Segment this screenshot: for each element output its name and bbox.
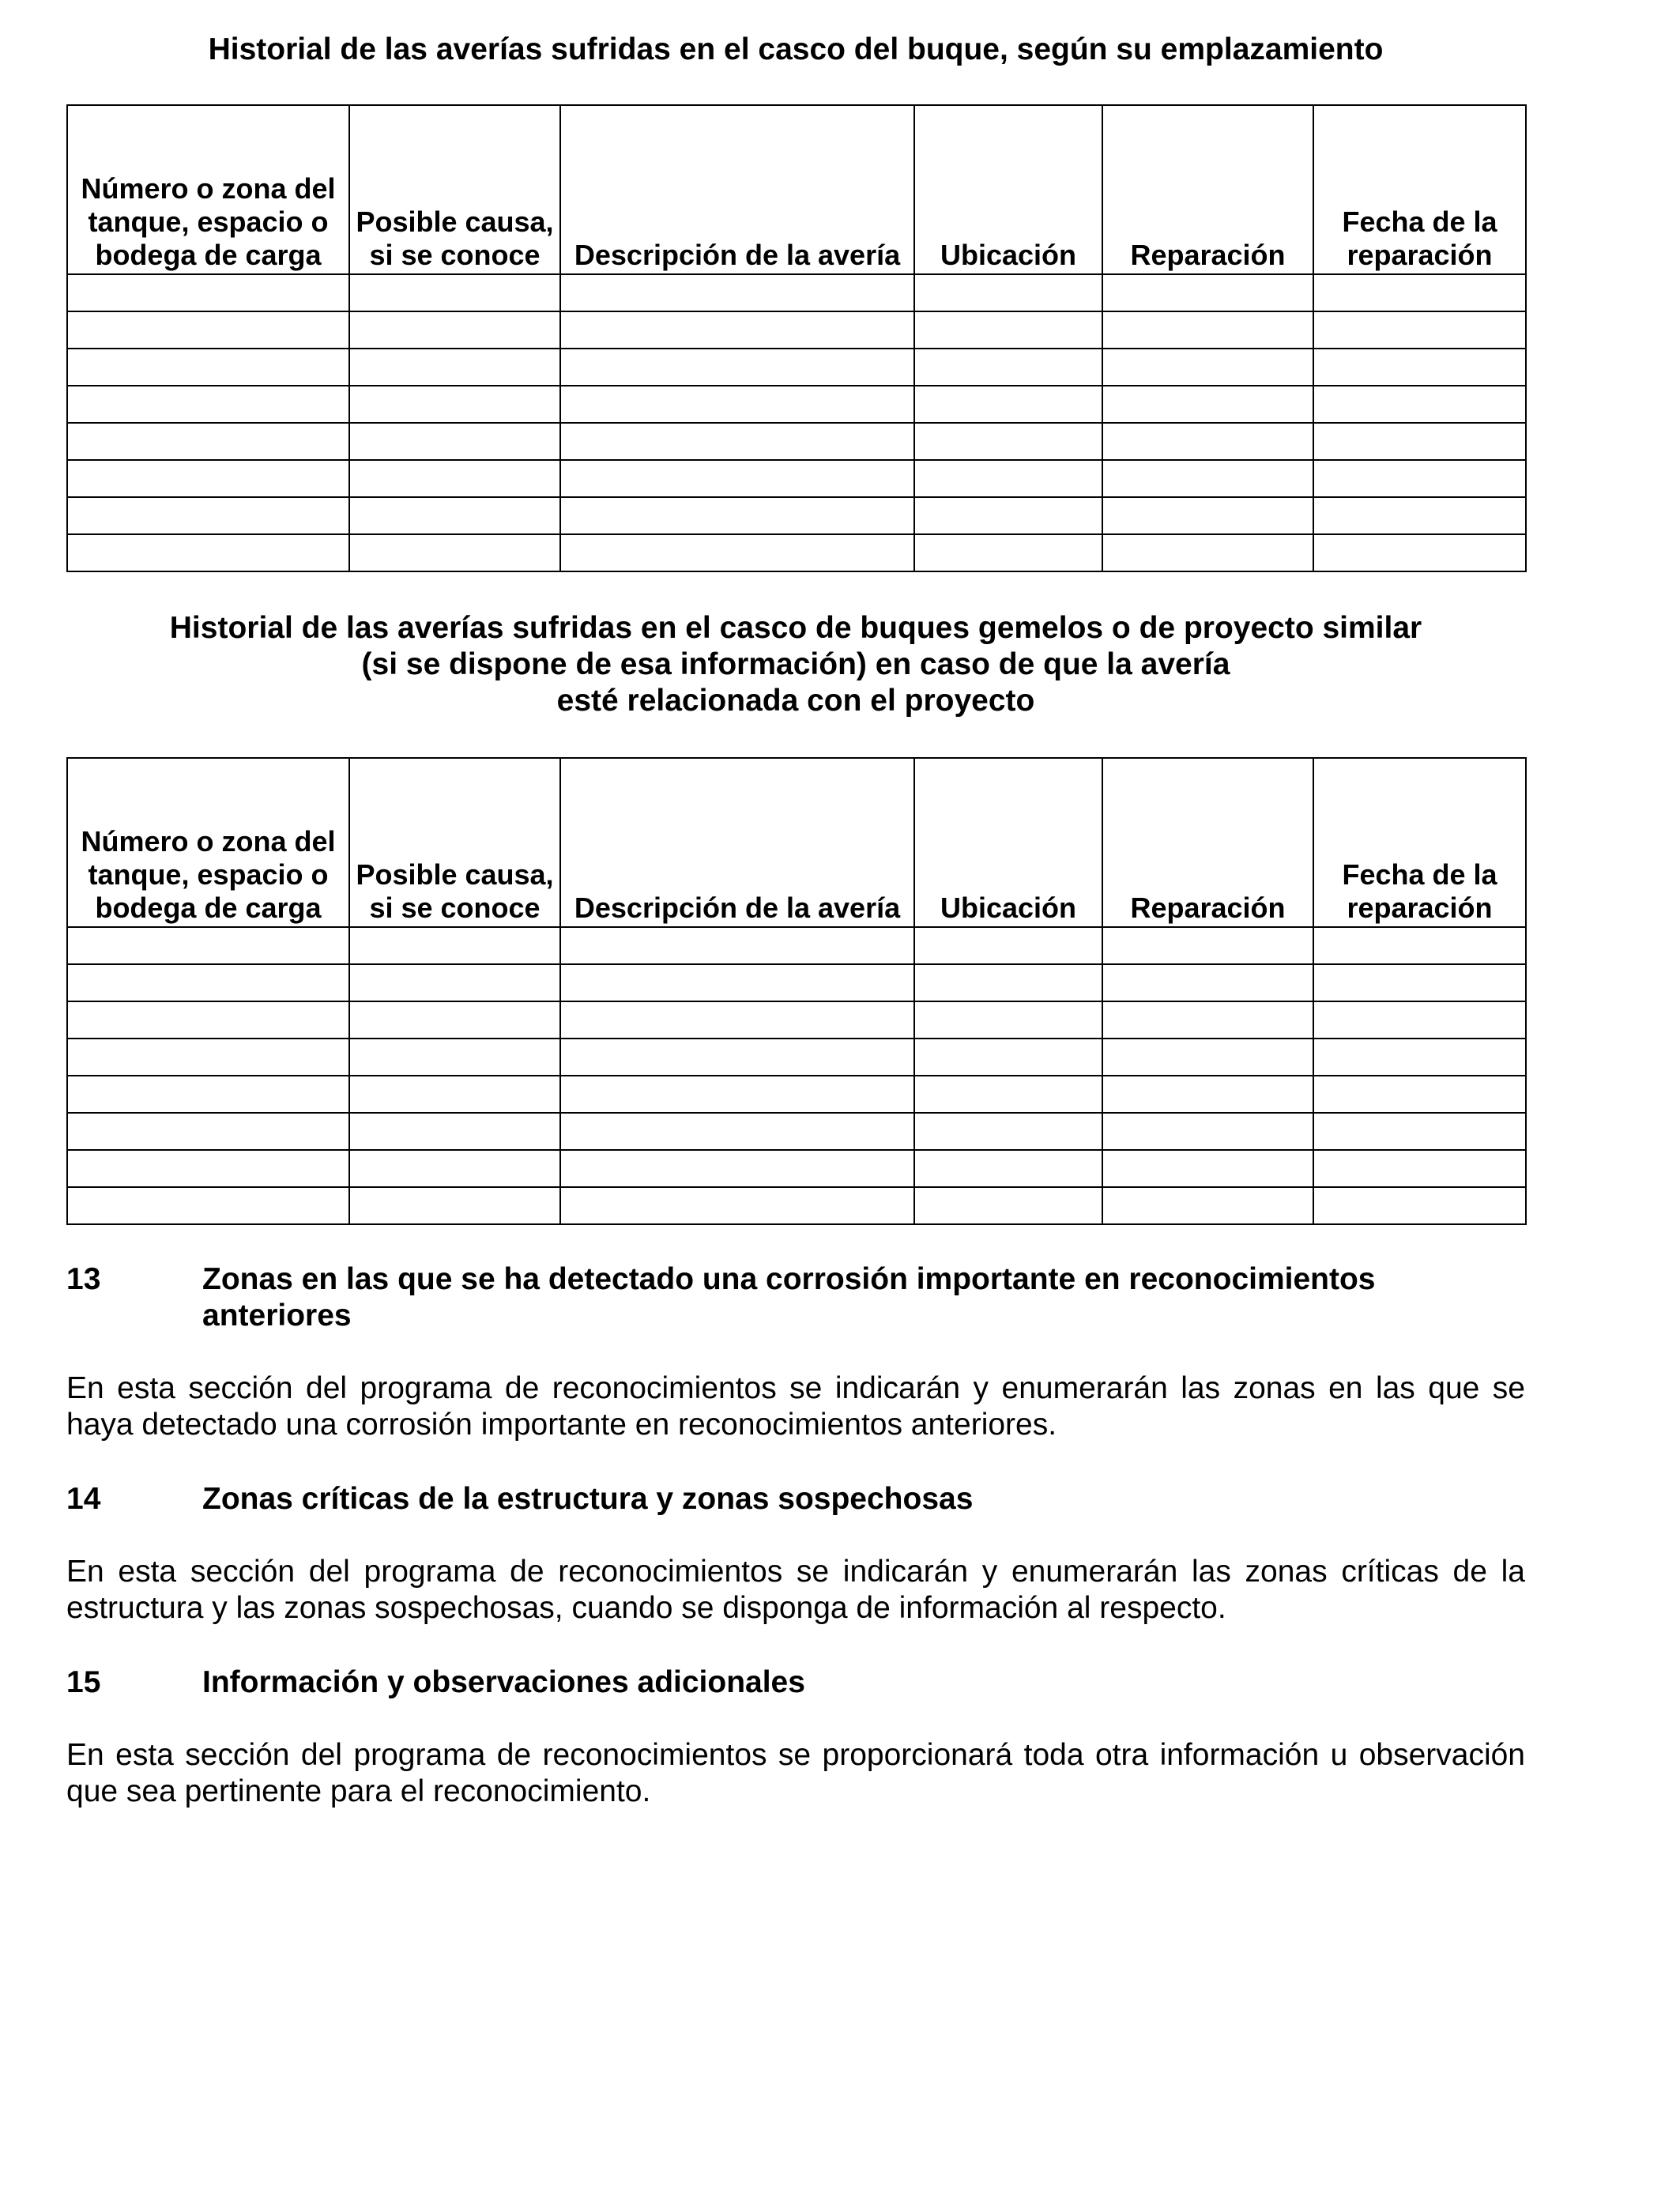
table-row — [67, 1187, 1526, 1224]
table-cell[interactable] — [560, 1076, 914, 1113]
table-cell[interactable] — [914, 423, 1102, 460]
table-cell[interactable] — [1313, 349, 1526, 386]
table-cell[interactable] — [349, 964, 560, 1001]
section-body: En esta sección del programa de reconocimientos se indicarán y enumerarán las zonas en las que se haya detectado una corrosión importante en reconocimientos anteriores. — [66, 1371, 1525, 1442]
table-row — [67, 274, 1526, 311]
column-header-repair: Reparación — [1102, 758, 1313, 927]
column-header-tank: Número o zona del tanque, espacio o bodega de carga — [67, 105, 349, 274]
column-header-repair-date: Fecha de la reparación — [1313, 758, 1526, 927]
table-cell[interactable] — [560, 274, 914, 311]
section-number: 13 — [66, 1262, 101, 1296]
sister-ship-damage-table — [66, 757, 1527, 1225]
table-row — [67, 1039, 1526, 1076]
table-cell[interactable] — [349, 534, 560, 571]
table-cell[interactable] — [67, 1113, 349, 1150]
table-cell[interactable] — [560, 1113, 914, 1150]
column-header-tank: Número o zona del tanque, espacio o bodega de carga — [67, 758, 349, 927]
table-cell[interactable] — [914, 964, 1102, 1001]
section-13 — [66, 1261, 1525, 1474]
table-cell[interactable] — [349, 349, 560, 386]
table-cell[interactable] — [1313, 1076, 1526, 1113]
table-cell[interactable] — [1102, 1187, 1313, 1224]
table-header-row — [67, 758, 1526, 927]
section-title: Información y observaciones adicionales — [202, 1665, 805, 1699]
table-cell[interactable] — [914, 386, 1102, 423]
table-cell[interactable] — [1313, 1150, 1526, 1187]
table-cell[interactable] — [560, 423, 914, 460]
table-cell[interactable] — [1102, 1150, 1313, 1187]
table2-title-line: (si se dispone de esa información) en caso de que la avería — [361, 647, 1230, 681]
table-cell[interactable] — [67, 964, 349, 1001]
table-cell[interactable] — [1313, 311, 1526, 349]
table-cell[interactable] — [914, 497, 1102, 534]
table-cell[interactable] — [914, 311, 1102, 349]
table-row — [67, 1001, 1526, 1039]
table-cell[interactable] — [67, 349, 349, 386]
table-cell[interactable] — [1102, 1039, 1313, 1076]
table-cell[interactable] — [560, 349, 914, 386]
column-header-cause: Posible causa, si se conoce — [349, 105, 560, 274]
table-cell[interactable] — [1102, 274, 1313, 311]
table-cell[interactable] — [560, 1039, 914, 1076]
table-cell[interactable] — [1313, 460, 1526, 497]
section-body: En esta sección del programa de reconocimientos se indicarán y enumerarán las zonas críticas de la estructura y las zonas sospechosas, cuando se disponga de información al respecto. — [66, 1555, 1525, 1625]
table-cell[interactable] — [349, 1113, 560, 1150]
table-cell[interactable] — [914, 1076, 1102, 1113]
section-heading — [66, 1664, 1525, 1701]
section-title: Zonas críticas de la estructura y zonas sospechosas — [202, 1482, 974, 1516]
table-cell[interactable] — [560, 1150, 914, 1187]
table-cell[interactable] — [67, 274, 349, 311]
table-header-row — [67, 105, 1526, 274]
table-cell[interactable] — [1102, 349, 1313, 386]
table-cell[interactable] — [1313, 386, 1526, 423]
table-cell[interactable] — [560, 1001, 914, 1039]
table-cell[interactable] — [67, 1076, 349, 1113]
table-cell[interactable] — [560, 927, 914, 964]
table-cell[interactable] — [1313, 964, 1526, 1001]
table-cell[interactable] — [1102, 1001, 1313, 1039]
table-cell[interactable] — [349, 1039, 560, 1076]
table-cell[interactable] — [1313, 1113, 1526, 1150]
table-cell[interactable] — [914, 927, 1102, 964]
table1-title: Historial de las averías sufridas en el casco del buque, según su emplazamiento — [208, 32, 1384, 66]
table-cell[interactable] — [1313, 274, 1526, 311]
column-header-repair: Reparación — [1102, 105, 1313, 274]
table-cell[interactable] — [67, 1187, 349, 1224]
table-cell[interactable] — [349, 274, 560, 311]
table-cell[interactable] — [914, 1187, 1102, 1224]
table-row — [67, 386, 1526, 423]
table-cell[interactable] — [1313, 1039, 1526, 1076]
table-cell[interactable] — [560, 534, 914, 571]
table-cell[interactable] — [67, 1001, 349, 1039]
table-cell[interactable] — [349, 386, 560, 423]
table-row — [67, 534, 1526, 571]
table-cell[interactable] — [914, 274, 1102, 311]
table-row — [67, 1076, 1526, 1113]
table-row — [67, 349, 1526, 386]
table-cell[interactable] — [914, 1113, 1102, 1150]
table-cell[interactable] — [349, 1076, 560, 1113]
table-cell[interactable] — [1102, 1113, 1313, 1150]
table-row — [67, 497, 1526, 534]
table-cell[interactable] — [1102, 311, 1313, 349]
table-cell[interactable] — [1102, 1076, 1313, 1113]
table-cell[interactable] — [349, 497, 560, 534]
table-row — [67, 311, 1526, 349]
table-row — [67, 1150, 1526, 1187]
section-title: Zonas en las que se ha detectado una corrosión importante en reconocimientos anteriores — [202, 1262, 1376, 1333]
table-cell[interactable] — [1313, 423, 1526, 460]
table-cell[interactable] — [67, 423, 349, 460]
table-cell[interactable] — [914, 1001, 1102, 1039]
column-header-cause: Posible causa, si se conoce — [349, 758, 560, 927]
table-cell[interactable] — [1102, 386, 1313, 423]
table-cell[interactable] — [560, 1187, 914, 1224]
column-header-description: Descripción de la avería — [560, 758, 914, 927]
table-cell[interactable] — [67, 1150, 349, 1187]
table-cell[interactable] — [67, 311, 349, 349]
section-body: En esta sección del programa de reconocimientos se proporcionará toda otra información u observación que sea pertinente para el reconocimiento. — [66, 1738, 1525, 1808]
table-row — [67, 927, 1526, 964]
table-cell[interactable] — [67, 497, 349, 534]
table-cell[interactable] — [349, 460, 560, 497]
table-cell[interactable] — [67, 534, 349, 571]
table-cell[interactable] — [349, 1001, 560, 1039]
table-cell[interactable] — [560, 964, 914, 1001]
table2-title-line: Historial de las averías sufridas en el casco de buques gemelos o de proyecto similar — [169, 611, 1422, 645]
table-cell[interactable] — [1313, 1001, 1526, 1039]
table-row — [67, 460, 1526, 497]
table-cell[interactable] — [560, 497, 914, 534]
table2-title — [66, 610, 1525, 719]
table-cell[interactable] — [1313, 927, 1526, 964]
table-cell[interactable] — [349, 1187, 560, 1224]
table-cell[interactable] — [349, 1150, 560, 1187]
table-cell[interactable] — [1313, 534, 1526, 571]
section-14 — [66, 1481, 1525, 1657]
table-cell[interactable] — [914, 534, 1102, 571]
table-cell[interactable] — [1102, 497, 1313, 534]
column-header-location: Ubicación — [914, 105, 1102, 274]
table-row — [67, 423, 1526, 460]
table-cell[interactable] — [560, 386, 914, 423]
section-heading — [66, 1481, 1525, 1517]
table-cell[interactable] — [1102, 423, 1313, 460]
column-header-location: Ubicación — [914, 758, 1102, 927]
table-cell[interactable] — [349, 311, 560, 349]
column-header-description: Descripción de la avería — [560, 105, 914, 274]
table-cell[interactable] — [1313, 497, 1526, 534]
table-cell[interactable] — [67, 927, 349, 964]
table-cell[interactable] — [67, 460, 349, 497]
table-cell[interactable] — [914, 1039, 1102, 1076]
column-header-repair-date: Fecha de la reparación — [1313, 105, 1526, 274]
section-number: 14 — [66, 1482, 101, 1516]
section-15 — [66, 1664, 1525, 1841]
table-cell[interactable] — [560, 311, 914, 349]
table-cell[interactable] — [1102, 927, 1313, 964]
table-cell[interactable] — [349, 927, 560, 964]
table-row — [67, 964, 1526, 1001]
table-cell[interactable] — [67, 386, 349, 423]
table-cell[interactable] — [1102, 460, 1313, 497]
table-row — [67, 1113, 1526, 1150]
table-cell[interactable] — [1102, 964, 1313, 1001]
table2-title-line: esté relacionada con el proyecto — [556, 684, 1035, 718]
damage-history-table — [66, 104, 1527, 572]
table-cell[interactable] — [1102, 534, 1313, 571]
section-heading — [66, 1261, 1525, 1334]
table-cell[interactable] — [349, 423, 560, 460]
table-cell[interactable] — [914, 349, 1102, 386]
table-cell[interactable] — [67, 1039, 349, 1076]
table-cell[interactable] — [914, 460, 1102, 497]
section-number: 15 — [66, 1665, 101, 1699]
table-cell[interactable] — [1313, 1187, 1526, 1224]
table-cell[interactable] — [914, 1150, 1102, 1187]
table-cell[interactable] — [560, 460, 914, 497]
